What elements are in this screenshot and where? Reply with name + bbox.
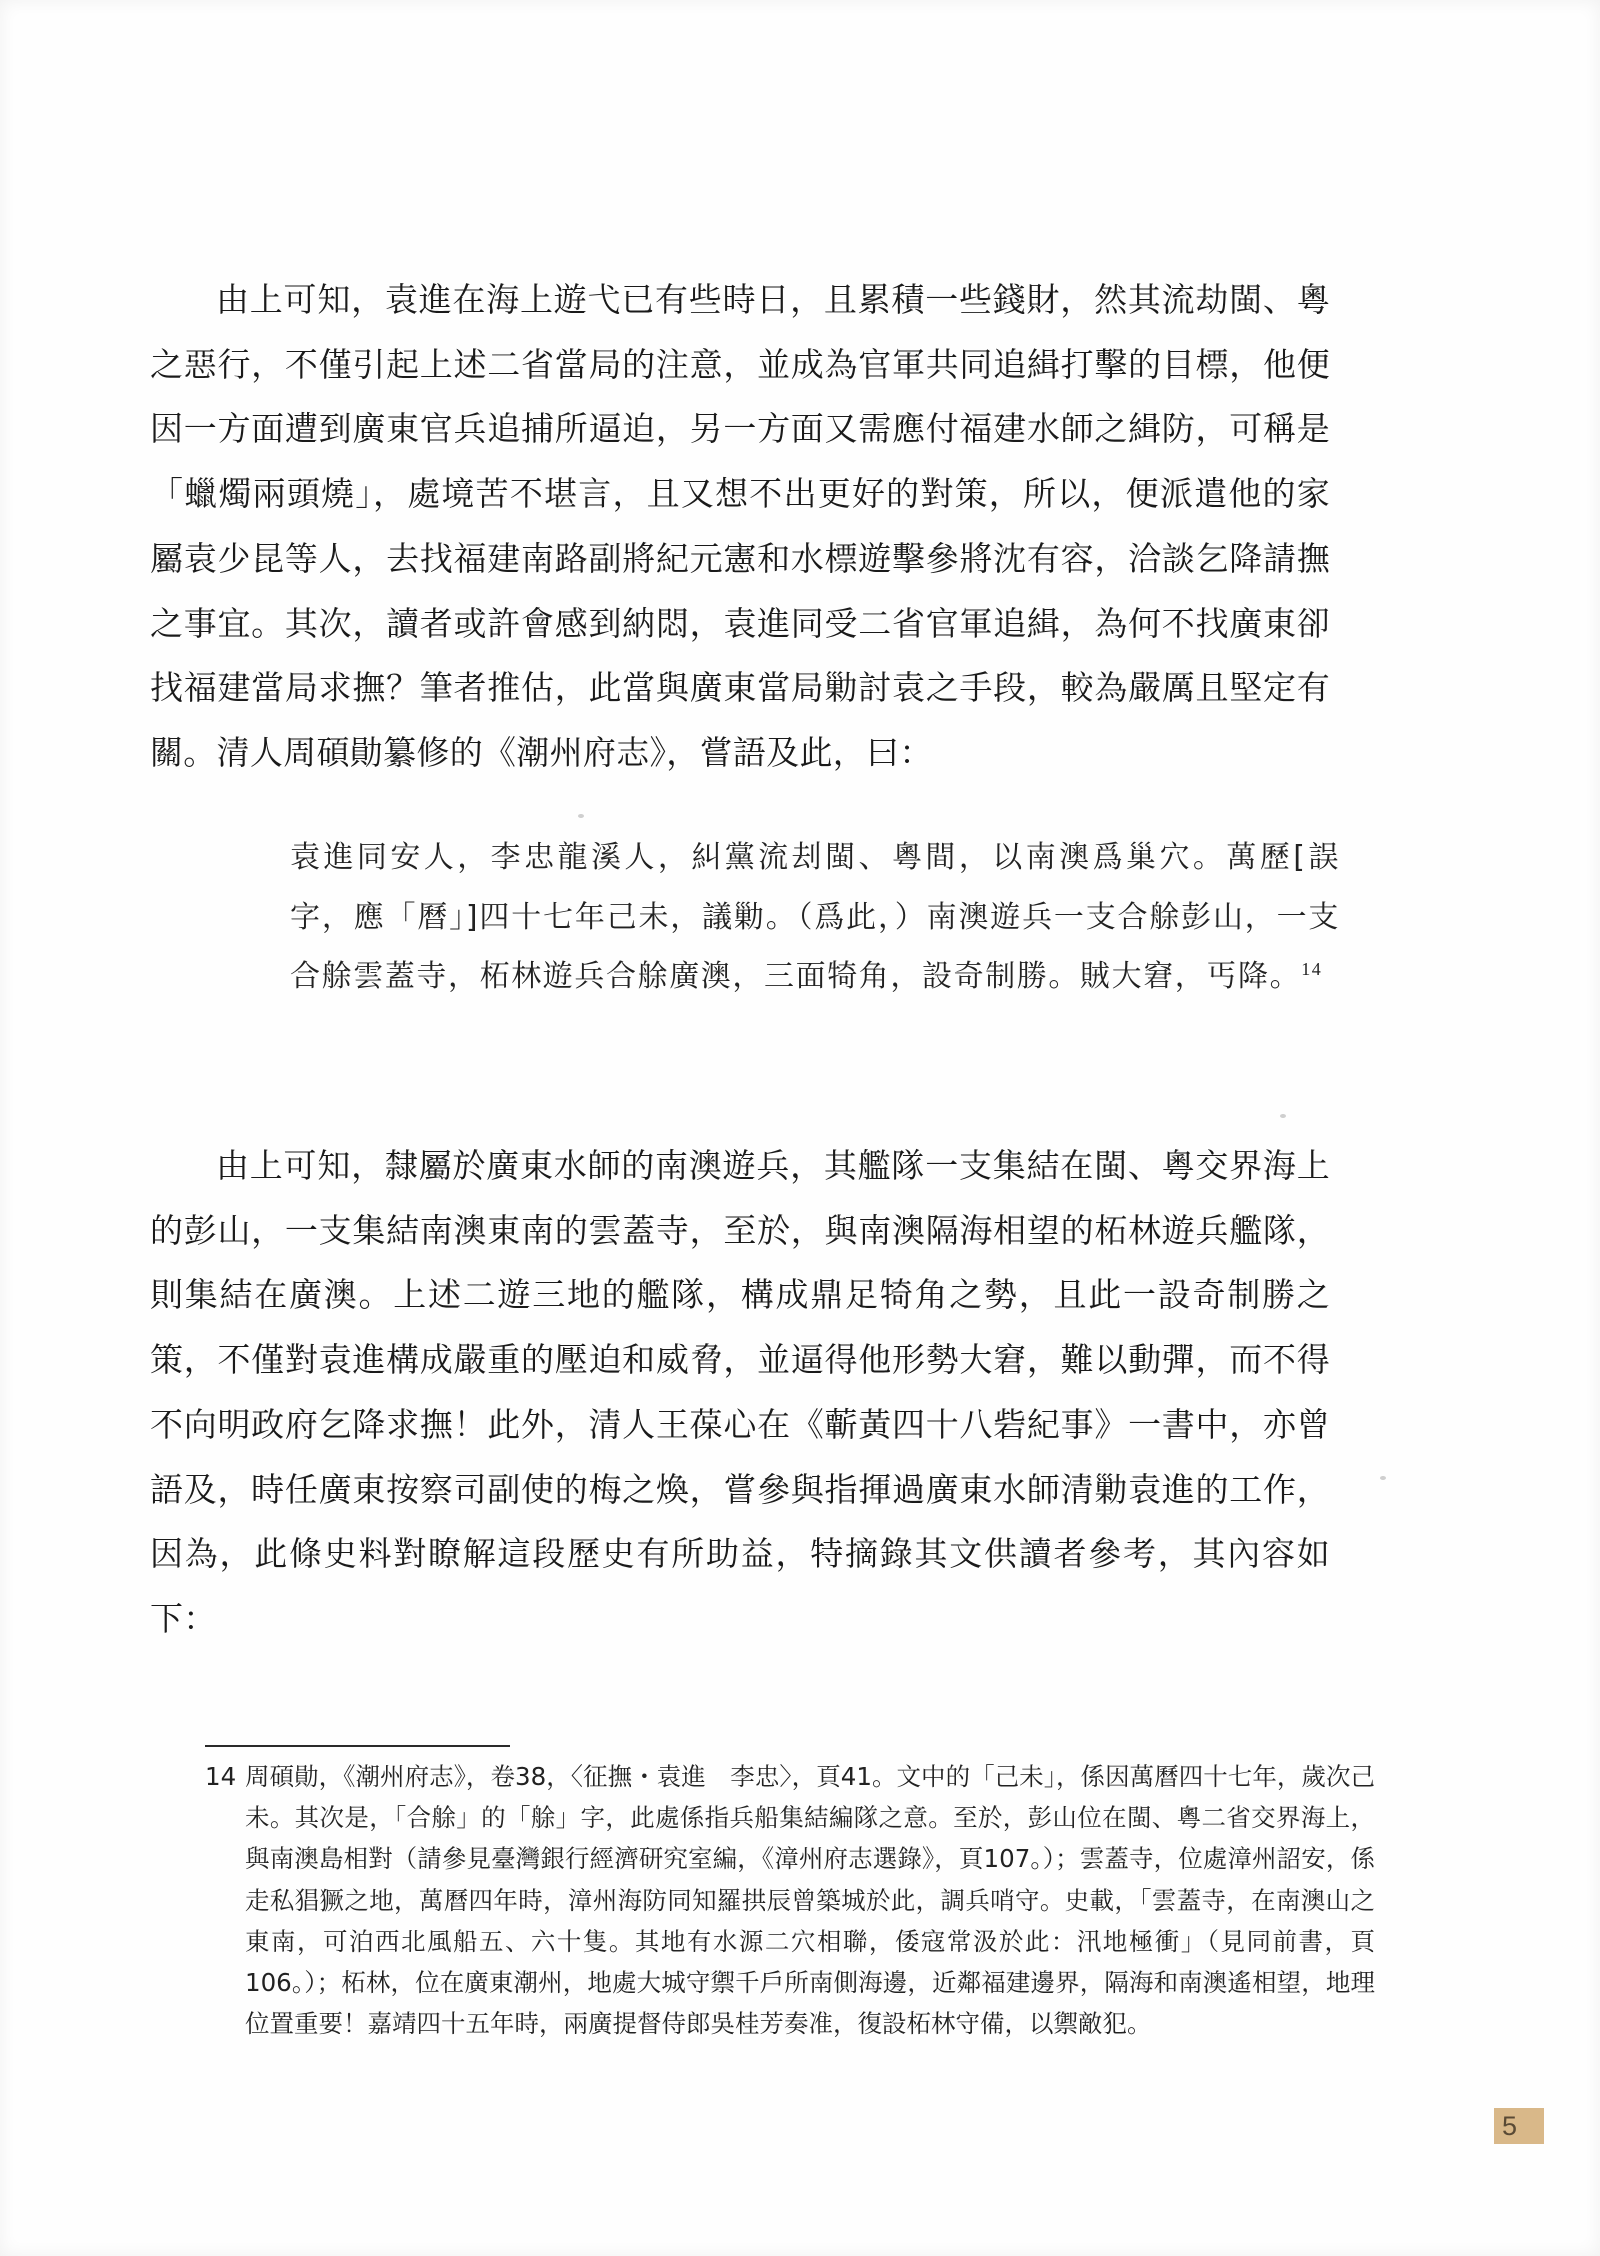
scan-speck xyxy=(578,814,584,818)
scan-speck xyxy=(1380,1476,1386,1480)
block-quote-text: 袁進同安人，李忠龍溪人，糾黨流刦閩、粵間，以南澳爲巢穴。萬歷[誤字，應「曆」]四十七年己未，議勦。（爲此，）南澳遊兵一支合艅彭山，一支合艅雲蓋寺，柘林遊兵合艅廣澳，三面犄角，設奇制勝。賊大窘，丐降。 xyxy=(290,840,1340,994)
body-paragraph-2: 由上可知，隸屬於廣東水師的南澳遊兵，其艦隊一支集結在閩、粵交界海上的彭山，一支集結南澳東南的雲蓋寺，至於，與南澳隔海相望的柘林遊兵艦隊，則集結在廣澳。上述二遊三地的艦隊，構成鼎足犄角之勢，且此一設奇制勝之策，不僅對袁進構成嚴重的壓迫和威脅，並逼得他形勢大窘，難以動彈，而不得不向明政府乞降求撫！此外，清人王葆心在《蘄黃四十八砦紀事》一書中，亦曾語及，時任廣東按察司副使的梅之煥，嘗參與指揮過廣東水師清勦袁進的工作，因為，此條史料對瞭解這段歷史有所助益，特摘錄其文供讀者參考，其內容如下： xyxy=(150,1146,1330,1638)
page-number: 5 xyxy=(1494,2108,1544,2144)
footnote-divider xyxy=(205,1745,510,1747)
scan-speck xyxy=(1280,1114,1286,1118)
footnote-text: 周碩勛，《潮州府志》，卷38，〈征撫・袁進 李忠〉，頁41。文中的「己未」，係因萬曆四十七年，歲次己未。其次是，「合艅」的「艅」字，此處係指兵船集結編隊之意。至於，彭山位在閩、粵二省交界海上，與南澳島相對（請參見臺灣銀行經濟研究室編，《漳州府志選錄》，頁107。）；雲蓋寺，位處漳州詔安，係走私猖獗之地，萬曆四年時，漳州海防同知羅拱辰曾築城於此，調兵哨守。史載，「雲蓋寺，在南澳山之東南，可泊西北風船五、六十隻。其地有水源二穴相聯，倭寇常汲於此：汛地極衝」（見同前書，頁106。）；柘林，位在廣東潮州，地處大城守禦千戶所南側海邊，近鄰福建邊界，隔海和南澳遙相望，地理位置重要！嘉靖四十五年時，兩廣提督侍郎吳桂芳奏准，復設柘林守備，以禦敵犯。 xyxy=(245,1762,1375,2039)
footnote-number: 14 xyxy=(205,1762,237,1791)
footnote xyxy=(205,1756,1375,2044)
footnote-reference[interactable]: 14 xyxy=(1301,959,1323,979)
block-quote xyxy=(290,828,1340,1007)
body-paragraph-1: 由上可知，袁進在海上遊弋已有些時日，且累積一些錢財，然其流劫閩、粵之惡行，不僅引起上述二省當局的注意，並成為官軍共同追緝打擊的目標，他便因一方面遭到廣東官兵追捕所逼迫，另一方面又需應付福建水師之緝防，可稱是「蠟燭兩頭燒」，處境苦不堪言，且又想不出更好的對策，所以，便派遣他的家屬袁少昆等人，去找福建南路副將紀元憲和水標遊擊參將沈有容，洽談乞降請撫之事宜。其次，讀者或許會感到納悶，袁進同受二省官軍追緝，為何不找廣東卻找福建當局求撫？筆者推估，此當與廣東當局勦討袁之手段，較為嚴厲且堅定有關。清人周碩勛纂修的《潮州府志》，嘗語及此，曰： xyxy=(150,280,1330,772)
